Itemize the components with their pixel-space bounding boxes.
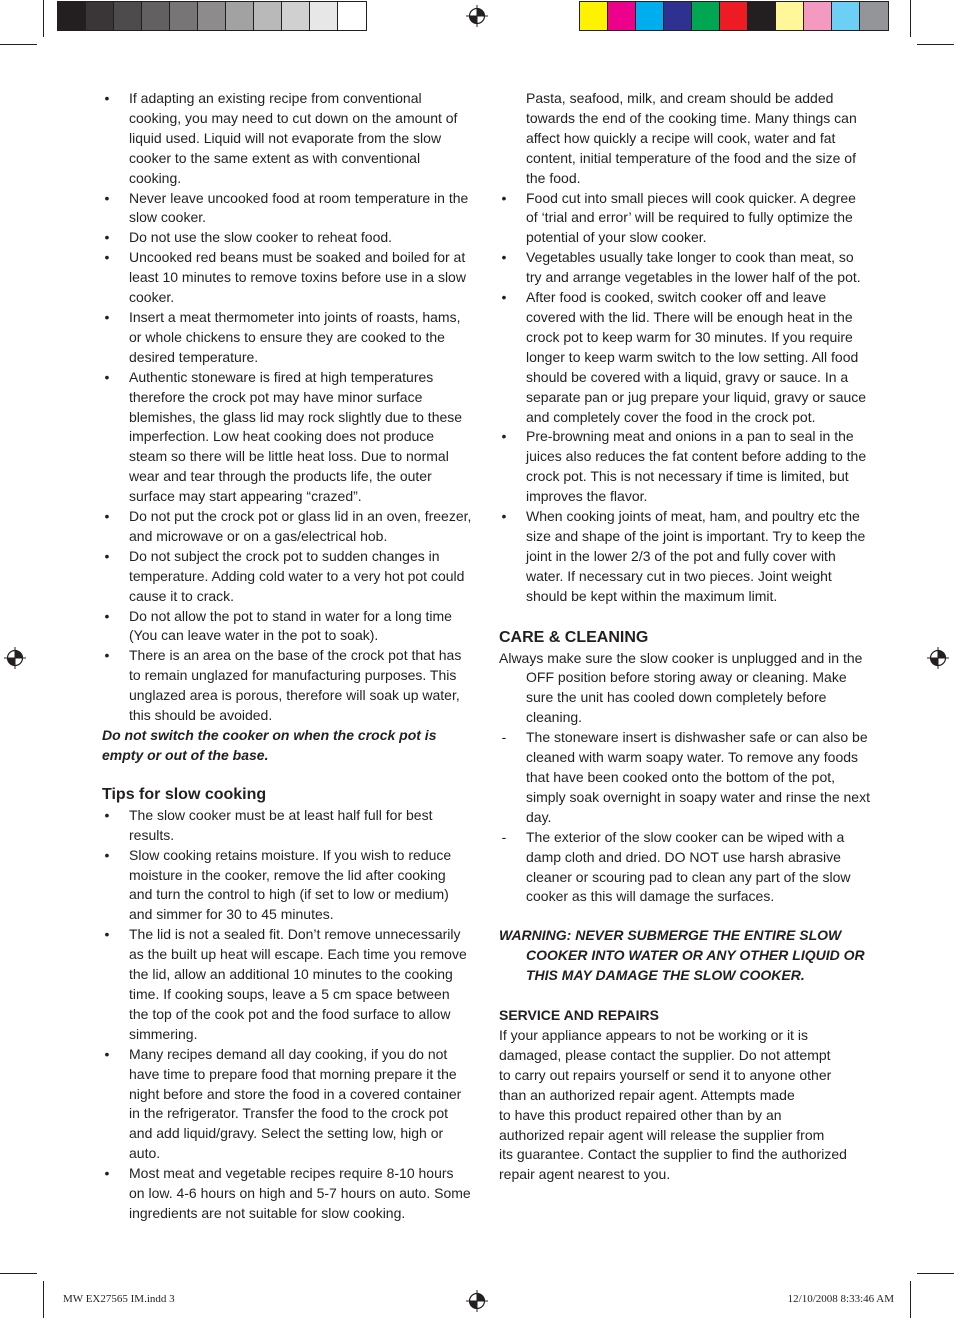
color-swatch [860,2,888,30]
footer-filename: MW EX27565 IM.indd 3 [63,1293,175,1305]
care-heading: CARE & CLEANING [499,628,649,646]
list-item [102,607,472,647]
list-item-text: After food is cooked, switch cooker off and leave covered with the lid. There will be enough heat in the crock pot to keep warm for 30 minutes. If you require longer to keep warm switch to the low setting. All food should be covered with a liquid, gravy or sauce. In a separate pan or jug prepare your liquid, gravy or sauce and completely cover the food in the crock pot. [526,289,867,425]
color-swatch [664,2,692,30]
service-line: than an authorized repair agent. Attempts made [499,1086,795,1103]
color-swatch [282,2,310,30]
list-item-text: The stoneware insert is dishwasher safe or can also be cleaned with warm soapy water. To remove any foods that have been cooked onto the bottom of the pot, simply soak overnight in soapy water and rinse the next day. [526,729,870,825]
footer-timestamp: 12/10/2008 8:33:46 AM [787,1293,894,1305]
bullet-icon: • [501,189,507,206]
bullet-icon: • [501,289,507,306]
color-swatch [720,2,748,30]
service-line: If your appliance appears to not be working or it is [499,1026,808,1043]
bullet-icon: • [104,229,110,246]
crop-mark [0,44,37,45]
left-column [102,89,472,1224]
bullet-icon: • [501,428,507,445]
service-line: repair agent nearest to you. [499,1166,671,1183]
tips-list [102,806,472,1224]
color-swatch [832,2,860,30]
service-heading: SERVICE AND REPAIRS [499,1007,659,1024]
list-item-text: Most meat and vegetable recipes require 8-10 hours on low. 4-6 hours on high and 5-7 hours on auto. Some ingredients are not suitable for slow cooking. [129,1165,471,1221]
crop-mark [910,0,911,37]
list-item-text: Authentic stoneware is fired at high temperatures therefore the crock pot may have minor surface blemishes, the glass lid may rock slightly due to these imperfection. Low heat cooking does not produce steam so there will be little heat loss. Due to normal wear and tear through the products life, the outer surface may start appearing “crazed”. [129,368,463,505]
bullet-icon: • [104,547,110,564]
list-item [102,925,472,1044]
list-item-text: Pre-browning meat and onions in a pan to seal in the juices also reduces the fat content before adding to the crock pot. This is not necessary if time is limited, but improves the flavor. [526,428,867,505]
color-swatch [170,2,198,30]
list-item-text: Do not subject the crock pot to sudden changes in temperature. Adding cold water to a very hot pot could cause it to crack. [129,547,465,604]
service-line: authorized repair agent will release the supplier from [499,1126,825,1143]
crop-mark [43,1281,44,1318]
crop-mark [910,1281,911,1318]
list-item [499,427,871,507]
service-line: to carry out repairs yourself or send it to anyone other [499,1066,832,1083]
list-item [102,368,472,507]
list-item [102,1164,472,1224]
list-item [499,189,871,249]
bullet-icon: • [104,1045,110,1062]
color-swatch [254,2,282,30]
color-swatch [198,2,226,30]
grayscale-color-bar [57,1,367,31]
list-item-text: The exterior of the slow cooker can be wiped with a damp cloth and dried. DO NOT use harsh abrasive cleaner or scouring pad to clean any part of the slow cooker as this will damage the surfaces. [526,828,851,905]
bullet-icon: • [104,647,110,664]
bullet-icon: • [104,926,110,943]
color-swatch [748,2,776,30]
bullet-icon: • [104,308,110,325]
continuation-text: Pasta, seafood, milk, and cream should be added towards the end of the cooking time. Many things can affect how quickly a recipe will cook, water and fat content, initial temperature of the food and the size of the food. [526,90,857,186]
care-intro: Always make sure the slow cooker is unplugged and in the OFF position before storing away or cleaning. Make sure the unit has cooled down completely before cleaning. [499,649,863,726]
crop-mark [917,44,954,45]
service-line: damaged, please contact the supplier. Do not attempt [499,1046,831,1063]
list-item-text: There is an area on the base of the crock pot that has to remain unglazed for manufacturing purposes. This unglazed area is porous, therefore will soak up water, this should be avoided. [129,647,462,724]
bullet-icon: • [104,508,110,525]
bullet-icon: • [104,846,110,863]
list-item-text: Vegetables usually take longer to cook than meat, so try and arrange vegetables in the lower half of the pot. [526,249,861,286]
list-item-text: Never leave uncooked food at room temperature in the slow cooker. [129,189,469,226]
list-item [499,507,871,607]
list-item-text: The slow cooker must be at least half full for best results. [129,806,433,843]
list-item-text: Slow cooking retains moisture. If you wish to reduce moisture in the cooker, remove the lid after cooking and turn the control to high (if set to low or medium) and simmer for 30 to 45 minutes. [129,846,452,923]
color-swatch [608,2,636,30]
list-item-text: Do not use the slow cooker to reheat food. [129,229,393,246]
bullet-icon: • [501,508,507,525]
crop-mark [43,0,44,37]
bullet-icon: • [104,368,110,385]
registration-mark-icon [4,647,26,669]
service-line: its guarantee. Contact the supplier to find the authorized [499,1146,847,1163]
list-item [102,228,472,248]
color-swatch [338,2,366,30]
list-item [102,547,472,607]
color-swatch [58,2,86,30]
list-item [499,828,871,908]
service-line: to have this product repaired other than by an [499,1106,782,1123]
dash-icon: - [501,729,507,746]
list-item-text: Do not allow the pot to stand in water for a long time (You can leave water in the pot to soak). [129,607,452,644]
registration-mark-icon [927,647,949,669]
list-item [499,288,871,427]
precautions-list [102,89,472,726]
list-item-text: When cooking joints of meat, ham, and poultry etc the size and shape of the joint is important. Try to keep the joint in the lower 2/3 of the pot and fully cover with water. If necessary cut in two pieces. Joint weight should be kept within the maximum limit. [526,508,866,604]
list-item [102,308,472,368]
list-item [102,189,472,229]
bullet-icon: • [104,607,110,624]
list-item [499,728,871,828]
color-swatch [804,2,832,30]
tips-heading: Tips for slow cooking [102,785,267,803]
crop-mark [917,1273,954,1274]
color-swatch [636,2,664,30]
list-item-text: Food cut into small pieces will cook quicker. A degree of ‘trial and error’ will be required to fully optimize the potential of your slow cooker. [526,189,856,246]
list-item-text: Many recipes demand all day cooking, if you do not have time to prepare food that morning prepare it the night before and store the food in a covered container in the refrigerator. Transfer the food to the crock pot and add liquid/gravy. Select the setting low, high or auto. [129,1045,462,1162]
bullet-icon: • [104,806,110,823]
service-text [499,1026,871,1185]
color-swatch [142,2,170,30]
list-item-text: If adapting an existing recipe from conventional cooking, you may need to cut down on the amount of liquid used. Liquid will not evaporate from the slow cooker to the same extent as with conventional cooking. [129,90,458,186]
color-swatch [226,2,254,30]
list-item [102,1045,472,1164]
crock-pot-note: Do not switch the cooker on when the crock pot is empty or out of the base. [102,727,437,763]
bullet-icon: • [104,90,110,106]
bullet-icon: • [104,189,110,206]
right-column [499,89,871,1185]
list-item [102,248,472,308]
color-swatch [776,2,804,30]
registration-mark-icon [466,5,488,27]
list-item-text: Do not put the crock pot or glass lid in an oven, freezer, and microwave or on a gas/electrical hob. [129,508,472,544]
crop-mark [0,1273,37,1274]
dash-icon: - [501,828,507,845]
list-item-text: Uncooked red beans must be soaked and boiled for at least 10 minutes to remove toxins before use in a slow cooker. [129,249,466,306]
list-item [102,646,472,726]
color-swatch [86,2,114,30]
color-swatch [692,2,720,30]
bullet-icon: • [104,1165,110,1182]
registration-mark-icon [466,1290,488,1312]
list-item [102,507,472,547]
list-item [102,846,472,926]
list-item [499,248,871,288]
list-item-text: The lid is not a sealed fit. Don’t remove unnecessarily as the built up heat will escape. Each time you remove the lid, allow an additional 10 minutes to the cooking time. If cooking soups, leave a 5 cm space between the top of the cook pot and the food surface to allow simmering. [129,926,467,1042]
warning-text: WARNING: NEVER SUBMERGE THE ENTIRE SLOW COOKER INTO WATER OR ANY OTHER LIQUID OR THIS MAY DAMAGE THE SLOW COOKER. [499,927,865,984]
list-item [102,89,472,189]
bullet-icon: • [501,249,507,266]
bullet-icon: • [104,249,110,266]
list-item-text: Insert a meat thermometer into joints of roasts, hams, or whole chickens to ensure they are cooked to the desired temperature. [129,308,461,365]
process-color-bar [579,1,889,31]
color-swatch [310,2,338,30]
color-swatch [580,2,608,30]
list-item [102,806,472,846]
color-swatch [114,2,142,30]
tips-list-continued [499,189,871,607]
